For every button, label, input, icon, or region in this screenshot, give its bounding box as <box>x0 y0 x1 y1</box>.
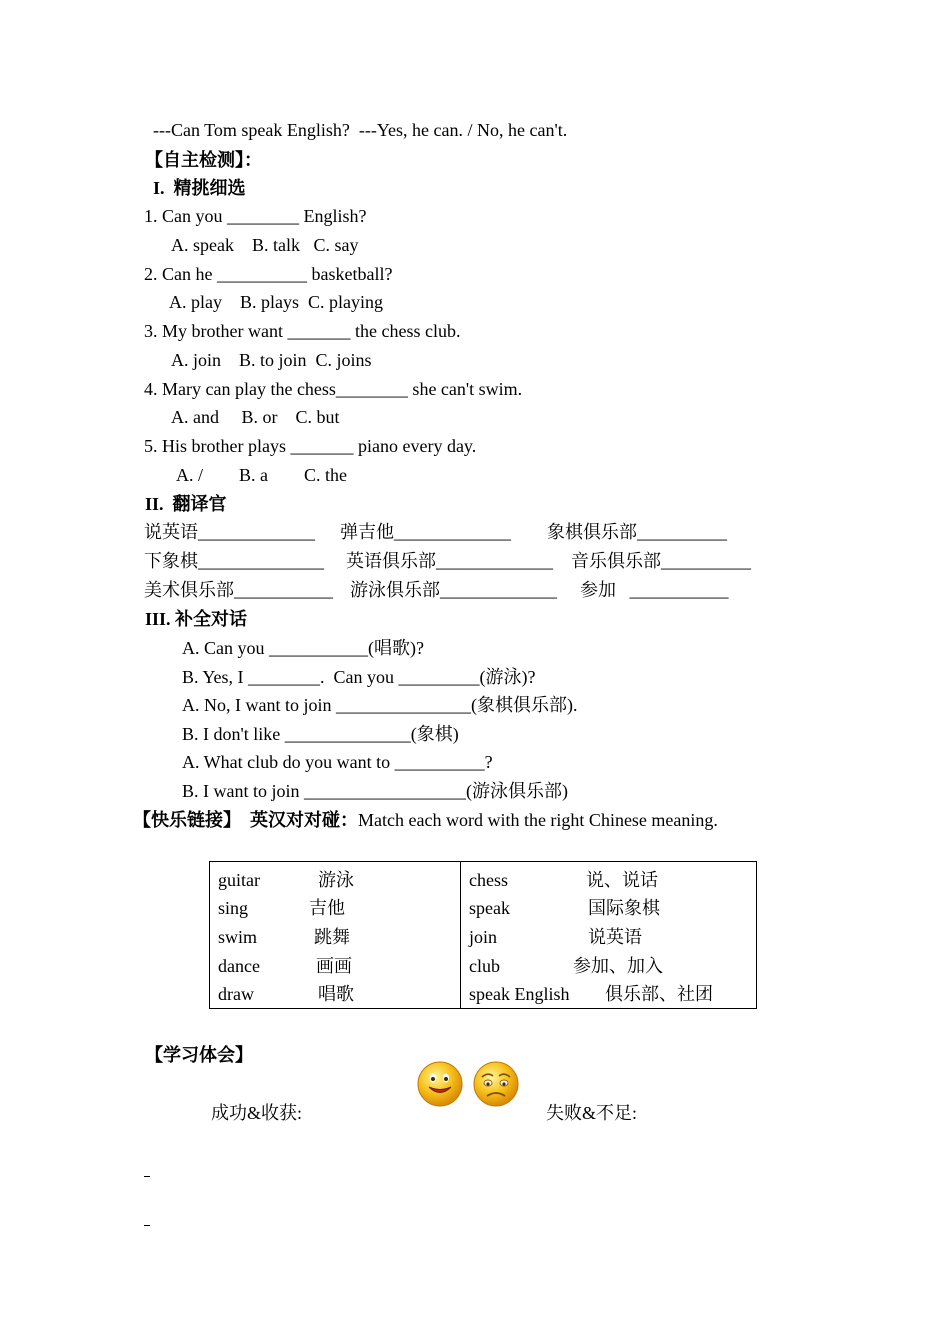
dialogue-line: A. Can you ___________(唱歌)? <box>182 638 424 658</box>
translate-item: 弹吉他_____________ <box>340 522 511 542</box>
left-english-word: swim <box>218 927 258 947</box>
question-5: 5. His brother plays _______ piano every day. <box>144 436 477 456</box>
left-english-word: sing <box>218 898 249 918</box>
section1-heading: I. 精挑细选 <box>153 178 246 198</box>
example-dialogue: ---Can Tom speak English? ---Yes, he can. / No, he can't. <box>153 120 568 140</box>
translate-item: 下象棋______________ <box>144 551 324 571</box>
left-chinese-word: 跳舞 <box>314 927 350 947</box>
question-1-options: A. speak B. talk C. say <box>171 235 359 255</box>
translate-item: 游泳俱乐部_____________ <box>350 580 557 600</box>
worried-face-icon <box>472 1060 520 1108</box>
success-label: 成功&收获: <box>211 1103 303 1123</box>
dialogue-line: B. Yes, I ________. Can you _________(游泳)? <box>182 667 536 687</box>
right-english-word: speak <box>469 898 510 918</box>
happy-link-label: 【快乐链接】 英汉对对碰： <box>133 810 358 830</box>
translate-item: 说英语_____________ <box>144 522 315 542</box>
left-chinese-word: 游泳 <box>318 870 354 890</box>
right-english-word: speak English <box>469 984 570 1004</box>
right-chinese-word: 俱乐部、社团 <box>605 984 713 1004</box>
right-chinese-word: 说、说话 <box>586 870 658 890</box>
translate-item: 音乐俱乐部__________ <box>571 551 751 571</box>
happy-face-icon <box>416 1060 464 1108</box>
left-chinese-word: 画画 <box>316 956 352 976</box>
question-3-options: A. join B. to join C. joins <box>171 350 372 370</box>
dialogue-line: A. What club do you want to __________? <box>182 752 493 772</box>
question-1: 1. Can you ________ English? <box>144 206 367 226</box>
dialogue-line: B. I don't like ______________(象棋) <box>182 724 459 744</box>
right-chinese-word: 参加、加入 <box>573 956 663 976</box>
happy-link-line <box>133 809 718 831</box>
left-english-word: dance <box>218 956 260 976</box>
dialogue-line: A. No, I want to join _______________(象棋俱乐部). <box>182 695 578 715</box>
question-2-options: A. play B. plays C. playing <box>169 292 383 312</box>
self-check-heading: 【自主检测】： <box>145 150 262 170</box>
right-english-word: chess <box>469 870 508 890</box>
translate-item: 美术俱乐部___________ <box>144 580 333 600</box>
question-4-options: A. and B. or C. but <box>171 407 340 427</box>
failure-label: 失败&不足: <box>546 1103 638 1123</box>
left-english-word: draw <box>218 984 254 1004</box>
dash-mark <box>144 1225 150 1226</box>
section3-heading: III. 补全对话 <box>145 609 248 629</box>
dash-mark <box>144 1176 150 1177</box>
question-2: 2. Can he __________ basketball? <box>144 264 393 284</box>
section2-heading: II. 翻译官 <box>145 494 227 514</box>
translate-item: 象棋俱乐部__________ <box>547 522 727 542</box>
right-english-word: club <box>469 956 500 976</box>
question-3: 3. My brother want _______ the chess club. <box>144 321 461 341</box>
left-english-word: guitar <box>218 870 260 890</box>
left-chinese-word: 吉他 <box>309 898 345 918</box>
happy-link-instruction: Match each word with the right Chinese meaning. <box>358 810 718 830</box>
right-chinese-word: 国际象棋 <box>588 898 660 918</box>
right-chinese-word: 说英语 <box>588 927 642 947</box>
question-5-options: A. / B. a C. the <box>176 465 347 485</box>
right-english-word: join <box>469 927 498 947</box>
translate-item: 参加 ___________ <box>580 580 729 600</box>
table-divider <box>460 862 461 1008</box>
dialogue-line: B. I want to join __________________(游泳俱乐部) <box>182 781 568 801</box>
question-4: 4. Mary can play the chess________ she can't swim. <box>144 379 523 399</box>
translate-item: 英语俱乐部_____________ <box>346 551 553 571</box>
match-table <box>209 861 757 1009</box>
left-chinese-word: 唱歌 <box>318 984 354 1004</box>
reflection-heading: 【学习体会】 <box>145 1045 253 1065</box>
